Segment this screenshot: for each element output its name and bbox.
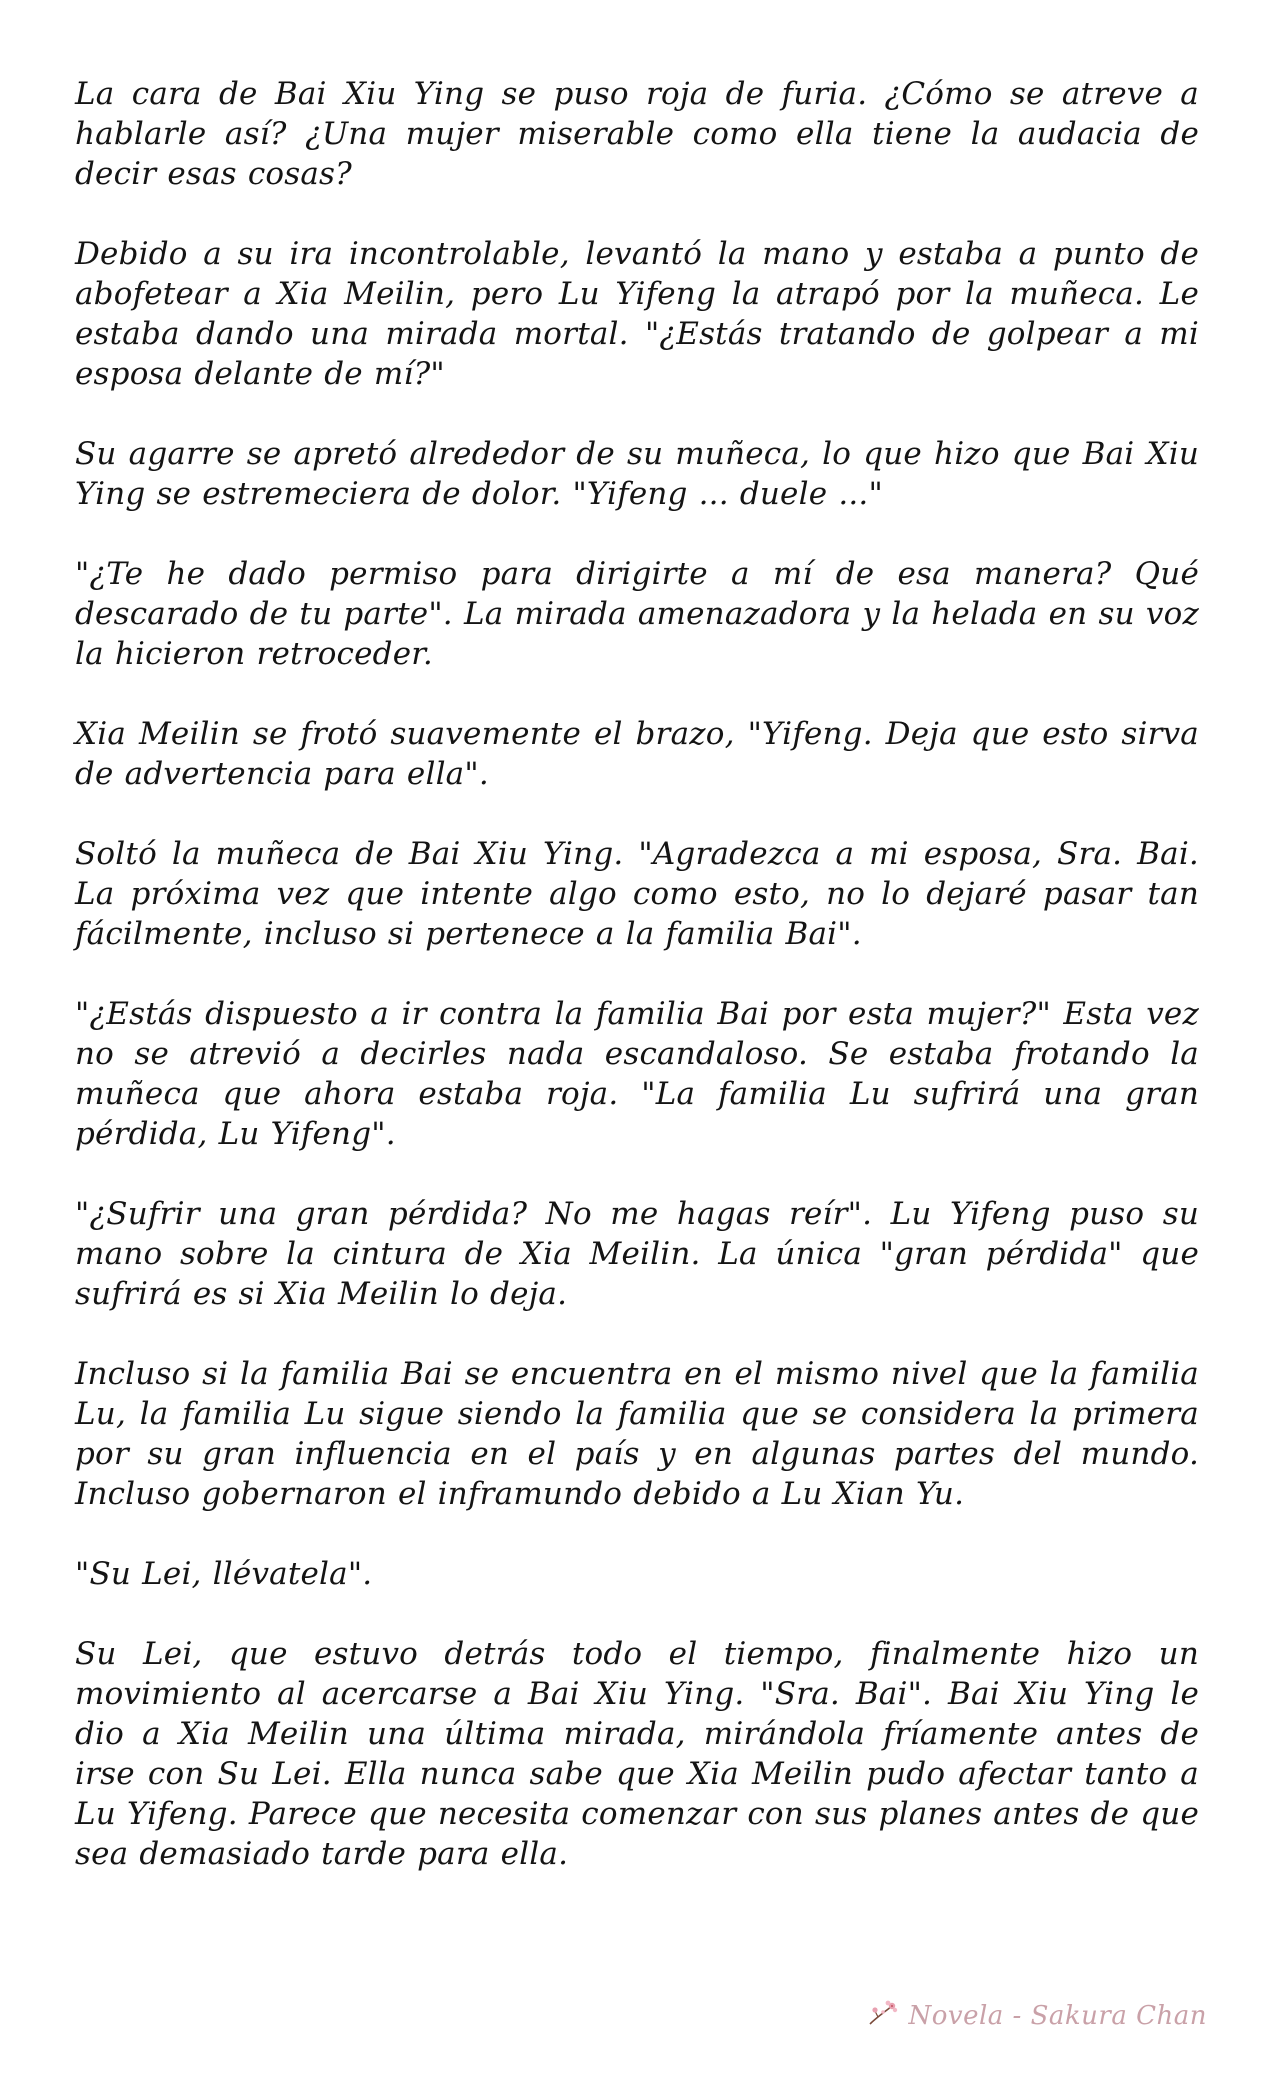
paragraph-4: "¿Te he dado permiso para dirigirte a mí de esa manera? Qué descarado de tu parte". La mirada amenazadora y la helada en su voz la hicieron retroceder.: [75, 556, 1199, 672]
paragraph-1: La cara de Bai Xiu Ying se puso roja de furia. ¿Cómo se atreve a hablarle así? ¿Una mujer miserable como ella tiene la audacia de decir esas cosas?: [75, 76, 1199, 192]
paragraph-5: Xia Meilin se frotó suavemente el brazo, "Yifeng. Deja que esto sirva de advertencia para ella".: [75, 716, 1199, 792]
paragraph-9: Incluso si la familia Bai se encuentra en el mismo nivel que la familia Lu, la familia Lu sigue siendo la familia que se considera la primera por su gran influencia en el país y en algunas partes del mundo. Incluso gobernaron el inframundo debido a Lu Xian Yu.: [75, 1356, 1199, 1512]
paragraph-10: "Su Lei, llévatela".: [75, 1556, 373, 1592]
sakura-flower-icon: [866, 1998, 900, 2033]
paragraph-2: Debido a su ira incontrolable, levantó la mano y estaba a punto de abofetear a Xia Meilin, pero Lu Yifeng la atrapó por la muñeca. Le estaba dando una mirada mortal. "¿Estás tratando de golpear a mi esposa delante de mí?": [75, 236, 1199, 392]
watermark: [866, 1998, 1207, 2033]
paragraph-8: "¿Sufrir una gran pérdida? No me hagas reír". Lu Yifeng puso su mano sobre la cintura de Xia Meilin. La única "gran pérdida" que sufrirá es si Xia Meilin lo deja.: [75, 1196, 1199, 1312]
paragraph-11: Su Lei, que estuvo detrás todo el tiempo, finalmente hizo un movimiento al acercarse a Bai Xiu Ying. "Sra. Bai". Bai Xiu Ying le dio a Xia Meilin una última mirada, mirándola fríamente antes de irse con Su Lei. Ella nunca sabe que Xia Meilin pudo afectar tanto a Lu Yifeng. Parece que necesita comenzar con sus planes antes de que sea demasiado tarde para ella.: [75, 1636, 1199, 1872]
paragraph-6: Soltó la muñeca de Bai Xiu Ying. "Agradezca a mi esposa, Sra. Bai. La próxima vez que intente algo como esto, no lo dejaré pasar tan fácilmente, incluso si pertenece a la familia Bai".: [75, 836, 1199, 952]
paragraph-7: "¿Estás dispuesto a ir contra la familia Bai por esta mujer?" Esta vez no se atrevió a decirles nada escandaloso. Se estaba frotando la muñeca que ahora estaba roja. "La familia Lu sufrirá una gran pérdida, Lu Yifeng".: [75, 996, 1199, 1152]
document-body: [75, 74, 1199, 1914]
watermark-text: Novela - Sakura Chan: [908, 2000, 1207, 2031]
paragraph-3: Su agarre se apretó alrededor de su muñeca, lo que hizo que Bai Xiu Ying se estremeciera de dolor. "Yifeng ... duele ...": [75, 436, 1199, 512]
